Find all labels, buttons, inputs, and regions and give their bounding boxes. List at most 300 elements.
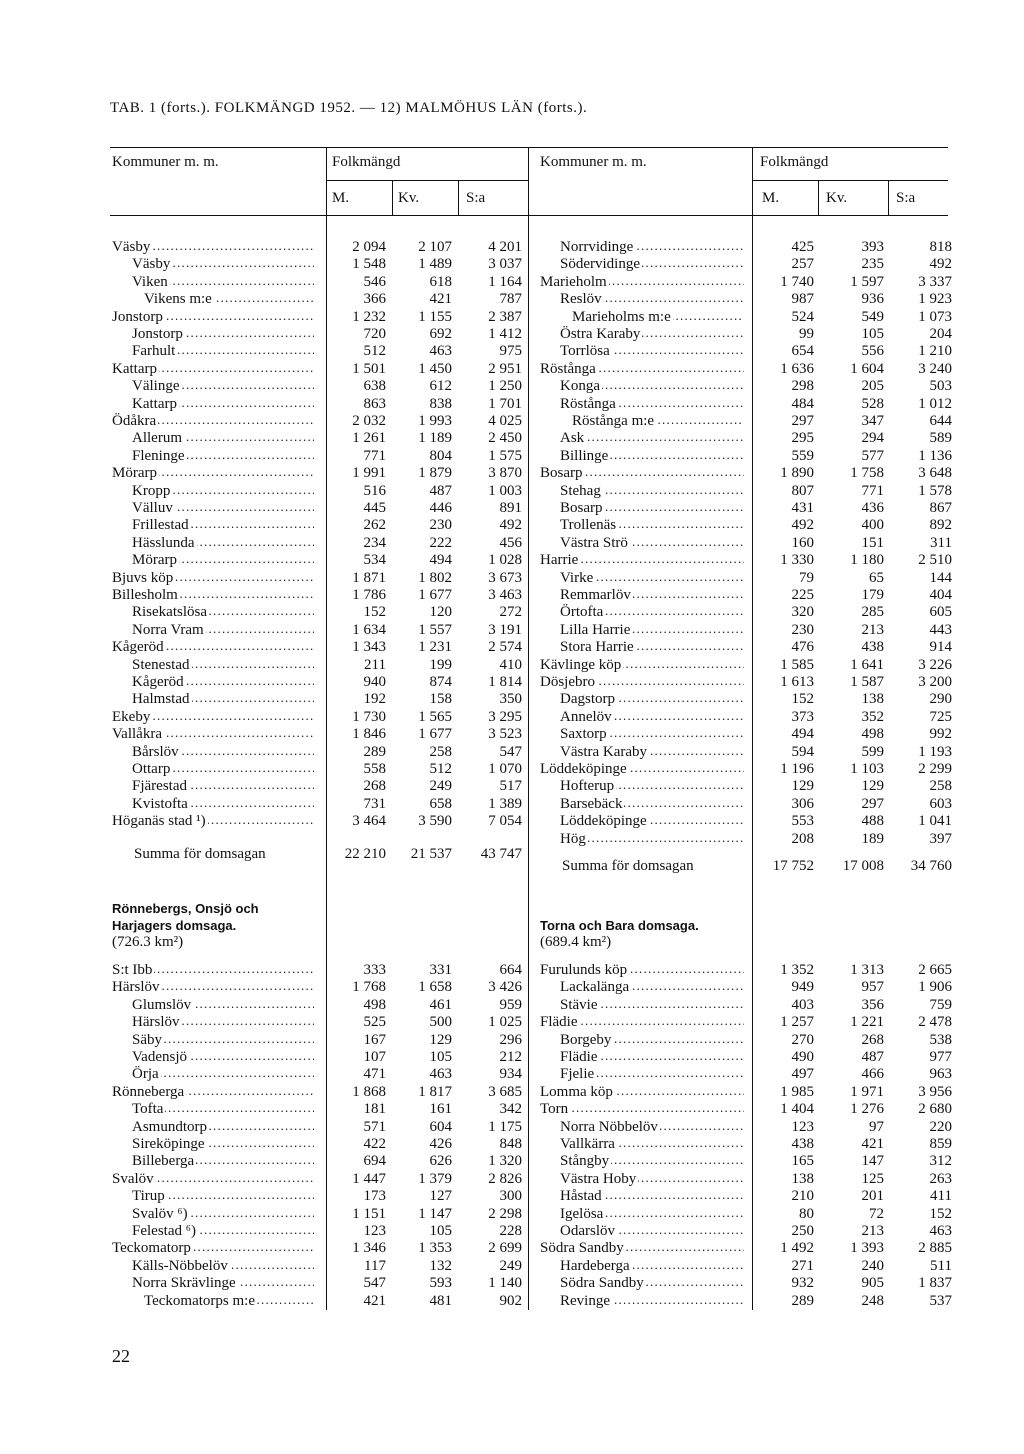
cell-sa: 144	[929, 569, 952, 586]
table-row	[0, 1257, 1024, 1275]
row-name	[560, 1065, 744, 1083]
table-row	[0, 1239, 1024, 1257]
row-name-label: Torrlösa	[560, 343, 610, 360]
cell-sa: 300	[499, 1188, 522, 1205]
row-name	[560, 342, 744, 360]
table-row	[0, 342, 1024, 360]
cell-m: 320	[791, 604, 814, 621]
left-kommuner-header: Kommuner m. m.	[112, 154, 219, 170]
cell-m: 594	[791, 743, 814, 760]
left-m-header: M.	[332, 190, 350, 206]
table-row	[0, 1170, 1024, 1188]
row-name	[540, 551, 744, 569]
row-name	[560, 377, 744, 395]
cell-sa: 2 298	[488, 1205, 522, 1222]
cell-m: 298	[791, 378, 814, 395]
cell-kv: 393	[861, 239, 884, 255]
cell-m: 79	[799, 569, 814, 586]
row-name	[560, 238, 744, 256]
row-name	[560, 996, 744, 1014]
cell-kv: 249	[429, 778, 452, 795]
table-row	[0, 586, 1024, 604]
row-name-label: Stenestad	[132, 656, 190, 673]
cell-kv: 331	[429, 962, 452, 978]
cell-kv: 1 379	[418, 1170, 452, 1187]
right-m-header: M.	[762, 190, 780, 206]
cell-kv: 512	[429, 761, 452, 777]
cell-m: 138	[791, 1170, 814, 1187]
row-name	[560, 1048, 744, 1066]
cell-m: 731	[363, 795, 386, 812]
cell-kv: 804	[429, 447, 452, 464]
row-name-label: Stora Harrie	[560, 639, 634, 656]
cell-kv: 577	[861, 447, 884, 464]
table-row	[0, 1118, 1024, 1136]
row-name	[560, 1135, 744, 1153]
cell-sa: 891	[499, 500, 522, 516]
cell-m: 234	[363, 534, 386, 551]
row-name-label: Källs-Nöbbelöv	[132, 1257, 228, 1274]
cell-kv: 487	[429, 482, 452, 499]
cell-sa: 1 136	[918, 447, 952, 464]
cell-sa: 2 574	[488, 639, 522, 656]
cell-m: 257	[791, 256, 814, 273]
cell-kv: 1 971	[850, 1083, 884, 1100]
cell-kv: 593	[429, 1275, 452, 1292]
row-name	[560, 499, 744, 517]
cell-m: 1 447	[352, 1170, 386, 1187]
cell-sa: 3 523	[488, 726, 522, 743]
table-row	[0, 673, 1024, 691]
cell-kv: 692	[429, 326, 452, 342]
cell-sa: 725	[929, 708, 952, 725]
cell-m: 546	[363, 273, 386, 290]
row-name-label: Ottarp	[132, 761, 171, 777]
cell-kv: 461	[429, 996, 452, 1013]
cell-m: 152	[791, 691, 814, 708]
cell-kv: 1 677	[418, 587, 452, 603]
row-name-label: Håstad	[560, 1188, 602, 1205]
row-name-label: Teckomatorps m:e	[144, 1292, 255, 1309]
cell-m: 494	[791, 726, 814, 743]
cell-m: 492	[791, 517, 814, 534]
cell-kv: 105	[429, 1049, 452, 1065]
row-name-label: Ödåkra	[112, 413, 157, 429]
cell-m: 987	[791, 291, 814, 308]
cell-kv: 1 313	[850, 962, 884, 978]
cell-kv: 125	[861, 1170, 884, 1187]
cell-kv: 1 557	[418, 621, 452, 638]
row-name-label: Vallåkra	[112, 726, 162, 743]
cell-kv: 258	[429, 743, 452, 760]
cell-sa: 1 025	[488, 1014, 522, 1031]
row-name-label: Stävie	[560, 996, 598, 1013]
cell-kv: 347	[861, 413, 884, 429]
cell-sa: 2 387	[488, 308, 522, 325]
cell-kv: 352	[861, 708, 884, 725]
cell-kv: 179	[861, 587, 884, 603]
cell-m: 262	[363, 517, 386, 534]
cell-kv: 438	[861, 639, 884, 656]
cell-sa: 867	[929, 500, 952, 516]
cell-kv: 604	[429, 1118, 452, 1135]
row-name-label: Väsby	[112, 239, 151, 255]
right-section-area: (689.4 km²)	[540, 934, 612, 950]
row-name-label: Svalöv ⁶)	[132, 1205, 188, 1222]
cell-sa: 311	[930, 534, 952, 551]
cell-sa: 263	[929, 1170, 952, 1187]
row-name-label: Örja	[132, 1066, 159, 1083]
row-name-label: Säby	[132, 1031, 162, 1048]
cell-kv: 199	[429, 656, 452, 673]
cell-sa: 1 003	[488, 482, 522, 499]
table-row	[0, 1292, 1024, 1310]
row-name-label: Annelöv	[560, 708, 612, 725]
cell-m: 1 492	[780, 1240, 814, 1257]
cell-sa: 3 240	[918, 360, 952, 377]
row-name-label: S:t Ibb	[112, 962, 153, 978]
cell-kv: 936	[861, 291, 884, 308]
cell-m: 297	[791, 413, 814, 429]
cell-kv: 1 231	[418, 639, 452, 656]
cell-sa: 963	[929, 1066, 952, 1083]
table-row	[0, 1013, 1024, 1031]
row-name-label: Röstånga	[560, 395, 616, 412]
cell-sa: 1 041	[918, 813, 952, 830]
cell-m: 99	[799, 326, 814, 342]
cell-kv: 294	[861, 430, 884, 447]
cell-sa: 1 578	[918, 482, 952, 499]
right-kv-header: Kv.	[826, 190, 848, 206]
row-name-label: Norra Nöbbelöv	[560, 1118, 658, 1135]
cell-m: 516	[363, 482, 386, 499]
cell-m: 638	[363, 378, 386, 395]
cell-m: 1 404	[780, 1101, 814, 1118]
row-name-label: Bårslöv	[132, 743, 179, 760]
cell-sa: 2 665	[918, 962, 952, 978]
row-name	[540, 656, 744, 674]
cell-kv: 240	[861, 1257, 884, 1274]
cell-m: 192	[363, 691, 386, 708]
cell-kv: 235	[861, 256, 884, 273]
cell-kv: 957	[861, 979, 884, 996]
row-name	[540, 673, 744, 691]
cell-kv: 158	[429, 691, 452, 708]
cell-sa: 537	[929, 1292, 952, 1309]
row-name-label: Dagstorp	[560, 691, 615, 708]
cell-m: 306	[791, 795, 814, 812]
cell-kv: 500	[429, 1014, 452, 1031]
right-kommuner-header: Kommuner m. m.	[540, 154, 647, 170]
cell-sa: 3 956	[918, 1083, 952, 1100]
row-name-label: Välluv	[132, 500, 173, 516]
cell-sa: 664	[499, 962, 522, 978]
row-name-label: Billinge	[560, 447, 609, 464]
cell-kv: 2 107	[418, 239, 452, 255]
cell-m: 1 991	[352, 465, 386, 482]
cell-kv: 618	[429, 273, 452, 290]
cell-sa: 975	[499, 343, 522, 360]
cell-m: 490	[791, 1049, 814, 1065]
table-row	[0, 690, 1024, 708]
row-name-label: Södervidinge	[560, 256, 640, 273]
row-name-label: Glumslöv	[132, 996, 192, 1013]
row-name-label: Kattarp	[132, 395, 177, 412]
cell-sa: 212	[499, 1049, 522, 1065]
page-number: 22	[112, 1346, 130, 1366]
cell-m: 211	[364, 656, 386, 673]
cell-kv: 1 879	[418, 465, 452, 482]
row-name-label: Östra Karaby	[560, 326, 641, 342]
row-name-label: Vikens m:e	[144, 291, 212, 308]
cell-sa: 2 450	[488, 430, 522, 447]
cell-m: 123	[363, 1223, 386, 1239]
cell-kv: 556	[861, 343, 884, 360]
cell-kv: 138	[861, 691, 884, 708]
row-name-label: Röstånga	[540, 360, 596, 377]
row-name-label: Västra Hoby	[560, 1170, 637, 1187]
row-name-label: Södra Sandby	[540, 1240, 624, 1257]
row-name-label: Allerum	[132, 430, 182, 447]
cell-m: 152	[363, 604, 386, 621]
cell-sa: 3 685	[488, 1083, 522, 1100]
cell-kv: 65	[869, 569, 884, 586]
cell-kv: 626	[429, 1153, 452, 1170]
row-name-label: Västra Strö	[560, 534, 628, 551]
row-name-label: Igelösa	[560, 1205, 604, 1222]
cell-sa: 1 814	[488, 674, 522, 690]
cell-m: 1 151	[352, 1205, 386, 1222]
cell-kv: 1 489	[418, 256, 452, 273]
cell-kv: 297	[861, 795, 884, 812]
right-folkmangd-header: Folkmängd	[760, 154, 829, 170]
left-section-title: Rönnebergs, Onsjö och Harjagers domsaga.	[112, 901, 259, 933]
cell-sa: 296	[499, 1031, 522, 1048]
row-name-label: Fjärestad	[132, 778, 187, 795]
cell-m: 1 846	[352, 726, 386, 743]
cell-sa: 463	[929, 1223, 952, 1239]
row-name	[560, 1152, 744, 1170]
cell-sa: 411	[930, 1188, 952, 1205]
cell-sa: 547	[499, 743, 522, 760]
cell-sa: 3 295	[488, 708, 522, 725]
cell-m: 165	[791, 1153, 814, 1170]
cell-kv: 285	[861, 604, 884, 621]
table-row	[0, 996, 1024, 1014]
cell-kv: 1 604	[850, 360, 884, 377]
row-name-label: Bosarp	[540, 465, 583, 482]
cell-sa: 787	[499, 291, 522, 308]
cell-kv: 213	[861, 1223, 884, 1239]
cell-sa: 1 073	[918, 308, 952, 325]
cell-kv: 1 180	[850, 552, 884, 569]
row-name-label: Marieholm	[540, 273, 607, 290]
cell-m: 547	[363, 1275, 386, 1292]
table-row	[0, 429, 1024, 447]
row-name-label: Sireköpinge	[132, 1136, 205, 1152]
row-name-label: Frillestad	[132, 517, 189, 534]
row-name	[560, 290, 744, 308]
table-row	[0, 273, 1024, 291]
cell-sa: 249	[499, 1257, 522, 1274]
cell-kv: 838	[429, 395, 452, 412]
cell-sa: 443	[929, 621, 952, 638]
cell-m: 1 196	[780, 761, 814, 777]
table-row	[0, 656, 1024, 674]
cell-sa: 1 070	[488, 761, 522, 777]
row-name-label: Västra Karaby	[560, 743, 648, 760]
cell-m: 2 032	[352, 413, 386, 429]
cell-sa: 456	[499, 534, 522, 551]
vrule-left-kv-sa	[458, 180, 459, 215]
row-name	[540, 961, 744, 979]
cell-sa: 603	[929, 795, 952, 812]
cell-m: 807	[791, 482, 814, 499]
row-name-label: Bjuvs köp	[112, 569, 174, 586]
row-name-label: Lilla Harrie	[560, 621, 631, 638]
cell-sa: 290	[929, 691, 952, 708]
table-row	[0, 482, 1024, 500]
row-name-label: Härslöv	[132, 1014, 180, 1031]
cell-kv: 205	[861, 378, 884, 395]
cell-m: 167	[363, 1031, 386, 1048]
table-row	[0, 1205, 1024, 1223]
table-row	[0, 377, 1024, 395]
row-name-label: Välinge	[132, 378, 180, 395]
cell-m: 373	[791, 708, 814, 725]
cell-sa: 1 210	[918, 343, 952, 360]
table-row	[0, 325, 1024, 343]
cell-m: 1 585	[780, 656, 814, 673]
row-name	[560, 516, 744, 534]
cell-sa: 2 680	[918, 1101, 952, 1118]
row-name-label: Löddeköpinge	[560, 813, 647, 830]
row-name	[562, 857, 744, 875]
cell-kv: 1 658	[418, 979, 452, 996]
row-name	[560, 812, 744, 830]
row-name-label: Trollenäs	[560, 517, 617, 534]
table-row	[0, 1152, 1024, 1170]
cell-kv: 1 353	[418, 1240, 452, 1257]
cell-sa: 3 870	[488, 465, 522, 482]
cell-m: 1 786	[352, 587, 386, 603]
row-name	[560, 621, 744, 639]
table-row	[0, 795, 1024, 813]
cell-kv: 132	[429, 1257, 452, 1274]
cell-sa: 1 412	[488, 326, 522, 342]
row-name-label: Barsebäck	[560, 795, 623, 812]
cell-m: 524	[791, 308, 814, 325]
table-row	[0, 499, 1024, 517]
cell-kv: 1 677	[418, 726, 452, 743]
cell-m: 497	[791, 1066, 814, 1083]
table-row	[0, 638, 1024, 656]
table-row	[0, 708, 1024, 726]
row-name	[560, 777, 744, 795]
cell-sa: 934	[499, 1066, 522, 1083]
row-name	[560, 447, 744, 465]
cell-kv: 1 802	[418, 569, 452, 586]
row-name-label: Summa för domsagan	[562, 858, 694, 874]
row-name	[572, 412, 744, 430]
cell-m: 431	[791, 500, 814, 516]
cell-m: 250	[791, 1223, 814, 1239]
cell-sa: 2 699	[488, 1240, 522, 1257]
row-name	[540, 1013, 744, 1031]
cell-m: 553	[791, 813, 814, 830]
cell-kv: 17 008	[842, 858, 884, 874]
cell-kv: 1 993	[418, 413, 452, 429]
cell-sa: 1 028	[488, 552, 522, 569]
cell-m: 225	[791, 587, 814, 603]
row-name-label: Kvistofta	[132, 795, 188, 812]
cell-sa: 3 648	[918, 465, 952, 482]
cell-sa: 204	[929, 326, 952, 342]
cell-m: 1 613	[780, 674, 814, 690]
cell-m: 1 985	[780, 1083, 814, 1100]
cell-sa: 3 337	[918, 273, 952, 290]
cell-m: 181	[363, 1101, 386, 1118]
left-folkmangd-header: Folkmängd	[332, 154, 401, 170]
table-row	[0, 255, 1024, 273]
row-name-label: Borgeby	[560, 1031, 612, 1048]
cell-m: 1 343	[352, 639, 386, 656]
cell-kv: 528	[861, 395, 884, 412]
row-name	[560, 395, 744, 413]
cell-sa: 2 951	[488, 360, 522, 377]
table-row	[0, 412, 1024, 430]
cell-kv: 494	[429, 552, 452, 569]
row-name-label: Lackalänga	[560, 979, 630, 996]
cell-m: 208	[791, 830, 814, 847]
row-name	[560, 1118, 744, 1136]
cell-sa: 1 250	[488, 378, 522, 395]
cell-sa: 272	[499, 604, 522, 621]
cell-m: 1 257	[780, 1014, 814, 1031]
row-name-label: Billesholm	[112, 587, 178, 603]
cell-m: 268	[363, 778, 386, 795]
cell-sa: 410	[499, 656, 522, 673]
left-section-area: (726.3 km²)	[112, 934, 184, 950]
cell-kv: 481	[429, 1292, 452, 1309]
cell-sa: 2 510	[918, 552, 952, 569]
row-name-label: Höganäs stad ¹)	[112, 813, 206, 830]
table-row	[0, 534, 1024, 552]
row-name-label: Risekatslösa	[132, 604, 207, 621]
cell-kv: 1 221	[850, 1014, 884, 1031]
table-row	[0, 777, 1024, 795]
row-name	[560, 325, 744, 343]
cell-kv: 97	[869, 1118, 884, 1135]
table-row	[0, 1187, 1024, 1205]
table-row	[0, 961, 1024, 979]
cell-m: 173	[363, 1188, 386, 1205]
cell-kv: 1 565	[418, 708, 452, 725]
cell-sa: 350	[499, 691, 522, 708]
vrule-left-m-kv	[392, 180, 393, 215]
row-name-label: Kattarp	[112, 360, 157, 377]
row-name-label: Torn	[540, 1101, 569, 1118]
cell-m: 129	[791, 778, 814, 795]
cell-sa: 258	[929, 778, 952, 795]
cell-m: 1 501	[352, 360, 386, 377]
cell-sa: 892	[929, 517, 952, 534]
table-row	[0, 516, 1024, 534]
cell-sa: 1 164	[488, 273, 522, 290]
cell-sa: 3 191	[488, 621, 522, 638]
row-name	[560, 830, 744, 848]
cell-m: 498	[363, 996, 386, 1013]
